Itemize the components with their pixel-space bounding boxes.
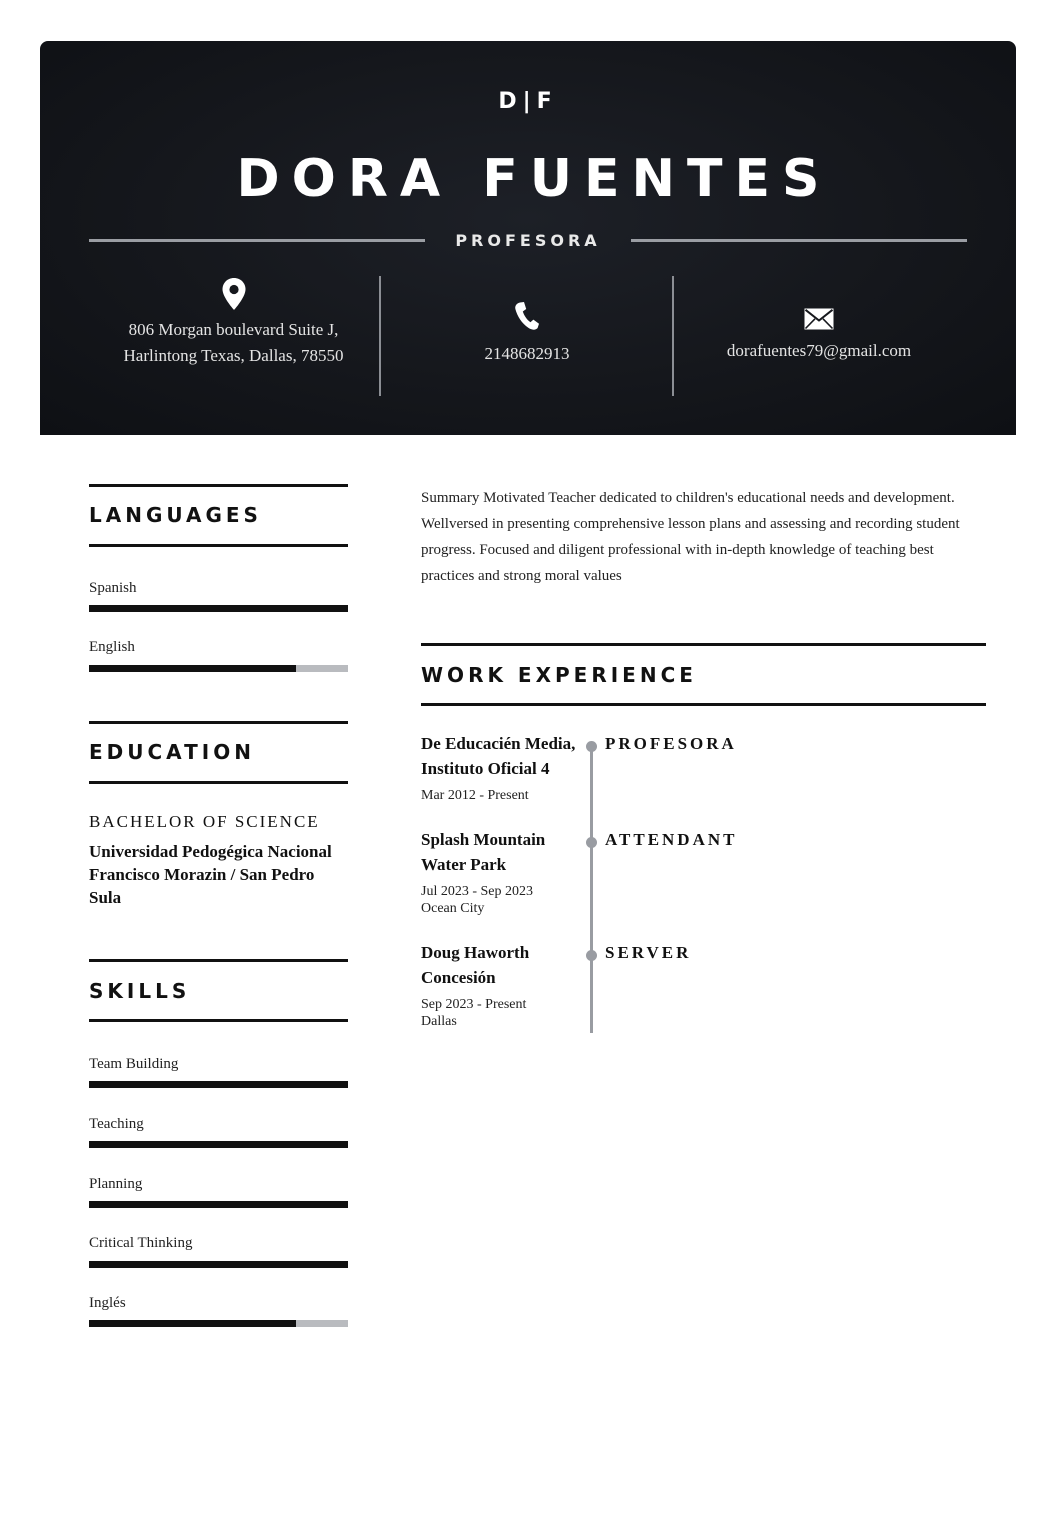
phone-text: 2148682913	[484, 344, 570, 363]
skill-level-fill	[89, 1141, 348, 1148]
skill-level-fill	[89, 1261, 348, 1268]
job-dates: Jul 2023 - Sep 2023	[421, 884, 533, 899]
profile-summary: Summary Motivated Teacher dedicated to children's educational needs and development. Wellversed in presenting comprehensive lesson plans and assessing and recording student progress. Focused and diligent professional with in-depth knowledge of teaching best practices and strong moral values	[421, 490, 960, 584]
title-rule-left	[89, 239, 425, 242]
skill-label: Planning	[89, 1176, 143, 1192]
job-role: ATTENDANT	[605, 830, 738, 849]
job-role: PROFESORA	[605, 734, 737, 753]
skill-level-bar	[89, 1201, 348, 1208]
language-level-bar	[89, 605, 348, 612]
address-text: 806 Morgan boulevard Suite J, Harlintong Texas, Dallas, 78550	[123, 320, 344, 365]
job-title: PROFESORA	[455, 230, 601, 250]
language-level-bar	[89, 665, 348, 672]
degree-title: BACHELOR OF SCIENCE	[89, 812, 320, 831]
skill-label: Inglés	[89, 1295, 126, 1311]
candidate-name: DORA FUENTES	[236, 149, 832, 209]
section-rule	[89, 721, 348, 724]
job-employer: Doug Haworth Concesión	[421, 943, 530, 987]
language-label: English	[89, 639, 135, 655]
title-rule-right	[631, 239, 967, 242]
envelope-icon	[697, 273, 941, 338]
job-role: SERVER	[605, 943, 692, 962]
job-location: Dallas	[421, 1014, 457, 1029]
section-rule	[421, 703, 986, 706]
language-level-fill	[89, 665, 296, 672]
skill-label: Team Building	[89, 1056, 179, 1072]
section-rule	[89, 781, 348, 784]
education-heading: EDUCATION	[89, 740, 255, 764]
job-location: Ocean City	[421, 901, 485, 916]
section-rule	[421, 643, 986, 646]
language-level-fill	[89, 605, 348, 612]
skill-level-bar	[89, 1141, 348, 1148]
section-rule	[89, 544, 348, 547]
contact-divider	[672, 276, 674, 396]
monogram: D|F	[498, 89, 558, 114]
phone-icon	[420, 273, 634, 341]
job-dates: Sep 2023 - Present	[421, 997, 527, 1012]
section-rule	[89, 484, 348, 487]
timeline-dot	[586, 741, 597, 752]
languages-heading: LANGUAGES	[89, 503, 262, 527]
skill-level-bar	[89, 1081, 348, 1088]
email-text: dorafuentes79@gmail.com	[726, 341, 912, 360]
skill-level-fill	[89, 1081, 348, 1088]
contact-address	[110, 273, 357, 397]
language-label: Spanish	[89, 580, 137, 596]
contact-divider	[379, 276, 381, 396]
timeline-line	[590, 746, 593, 1033]
timeline-dot	[586, 837, 597, 848]
job-dates: Mar 2012 - Present	[421, 788, 529, 803]
section-rule	[89, 1019, 348, 1022]
map-pin-icon	[110, 273, 357, 317]
skill-level-fill	[89, 1201, 348, 1208]
resume-header	[40, 41, 1016, 435]
skill-label: Critical Thinking	[89, 1235, 193, 1251]
skill-level-bar	[89, 1261, 348, 1268]
contact-email	[697, 273, 941, 397]
skill-label: Teaching	[89, 1116, 144, 1132]
school-name: Universidad Pedogégica Nacional Francisco Morazin / San Pedro Sula	[89, 842, 332, 907]
skills-heading: SKILLS	[89, 979, 191, 1003]
timeline-dot	[586, 950, 597, 961]
job-employer: Splash Mountain Water Park	[421, 830, 546, 874]
job-title-row	[89, 229, 967, 251]
section-rule	[89, 959, 348, 962]
skill-level-fill	[89, 1320, 296, 1327]
contact-phone	[420, 273, 634, 397]
job-employer: De Educacién Media, Instituto Oficial 4	[421, 734, 576, 778]
work-experience-heading: WORK EXPERIENCE	[421, 663, 697, 687]
skill-level-bar	[89, 1320, 348, 1327]
